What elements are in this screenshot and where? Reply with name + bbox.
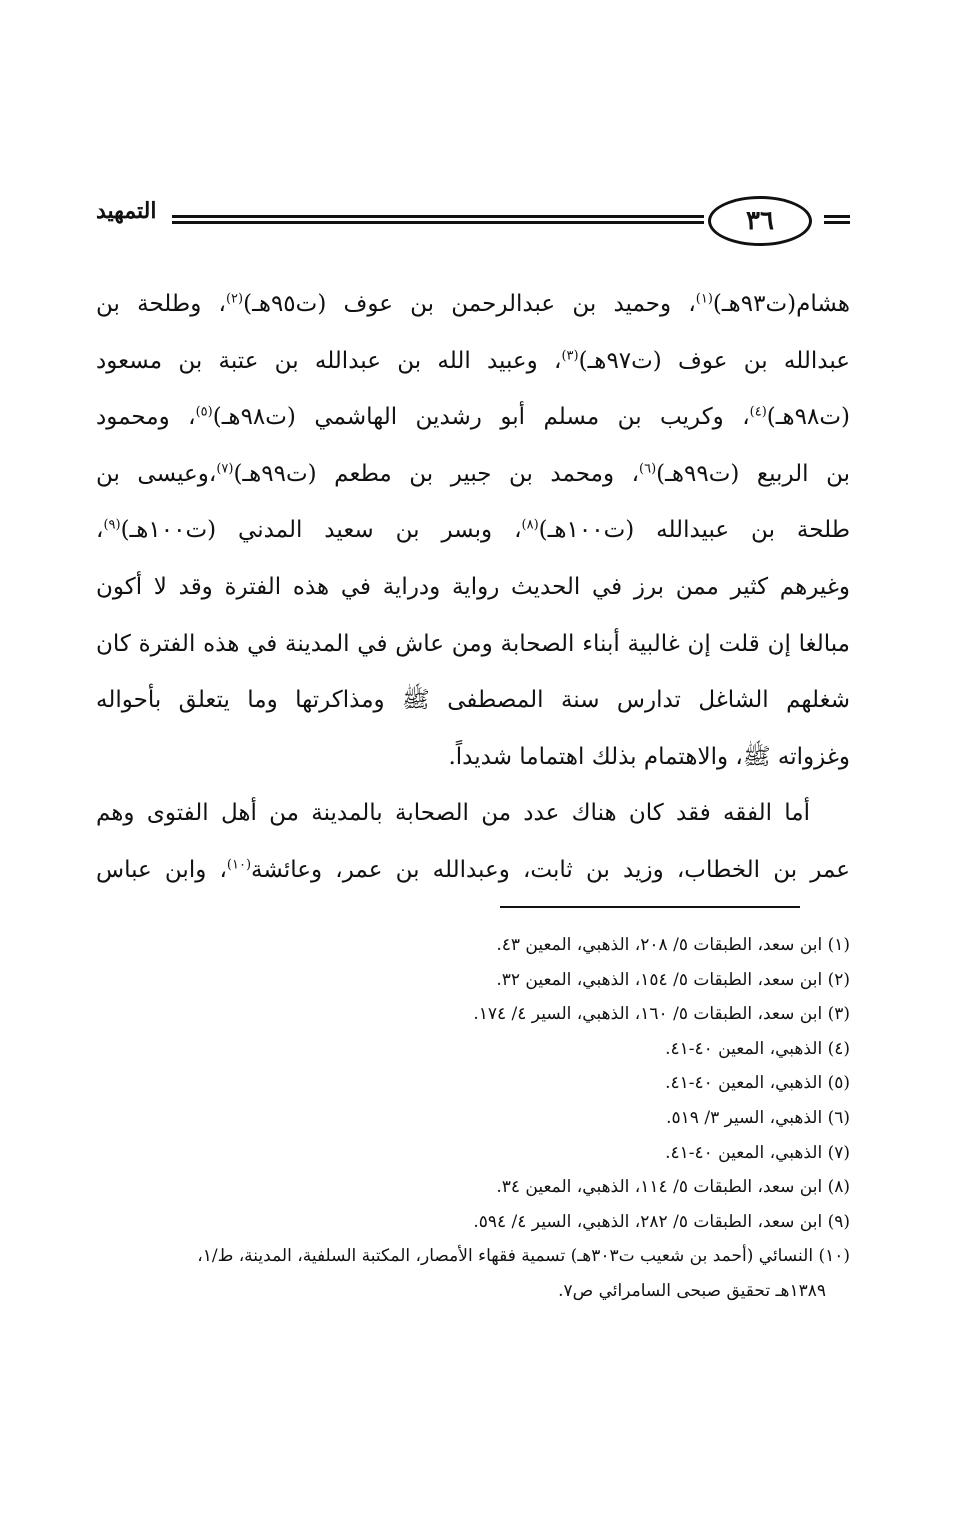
header-double-rule-left	[172, 215, 704, 224]
footnote-2: (٢) ابن سعد، الطبقات ٥/ ١٥٤، الذهبي، المعين ٣٢.	[496, 969, 850, 990]
body-line-9: وغزواته ﷺ، والاهتمام بذلك اهتماما شديداً.	[448, 743, 850, 770]
footnote-3: (٣) ابن سعد، الطبقات ٥/ ١٦٠، الذهبي، السير ٤/ ١٧٤.	[473, 1004, 850, 1025]
body-line-7: مبالغا إن قلت إن غالبية أبناء الصحابة ومن عاش في المدينة في هذه الفترة كان	[96, 630, 850, 657]
body-line-3: (ت٩٨هـ)$^{(٤)}$، وكريب بن مسلم أبو رشدين الهاشمي (ت٩٨هـ)$^{(٥)}$، ومحمود	[96, 404, 850, 431]
footnote-9: (٩) ابن سعد، الطبقات ٥/ ٢٨٢، الذهبي، السير ٤/ ٥٩٤.	[473, 1211, 850, 1232]
page-number: ٣٦	[708, 196, 812, 246]
body-line-4: بن الربيع (ت٩٩هـ)$^{(٦)}$، ومحمد بن جبير بن مطعم (ت٩٩هـ)$^{(٧)}$،وعيسى بن	[96, 460, 850, 487]
footnote-separator	[500, 906, 800, 908]
body-line-10: أما الفقه فقد كان هناك عدد من الصحابة بالمدينة من أهل الفتوى وهم	[96, 800, 810, 827]
footnote-6: (٦) الذهبي، السير ٣/ ٥١٩.	[666, 1107, 850, 1128]
body-line-8: شغلهم الشاغل تدارس سنة المصطفى ﷺ ومذاكرتها وما يتعلق بأحواله	[96, 687, 850, 714]
footnotes	[86, 928, 850, 1309]
body-line-2: عبدالله بن عوف (ت٩٧هـ)$^{(٣)}$، وعبيد الله بن عبدالله بن عتبة بن مسعود	[96, 347, 850, 374]
footnote-1: (١) ابن سعد، الطبقات ٥/ ٢٠٨، الذهبي، المعين ٤٣.	[496, 935, 850, 955]
body-line-11: عمر بن الخطاب، وزيد بن ثابت، وعبدالله بن عمر، وعائشة$^{(١٠)}$، وابن عباس	[96, 856, 850, 883]
footnote-7: (٧) الذهبي، المعين ٤٠-٤١.	[665, 1142, 850, 1163]
footnote-10-continued: ١٣٨٩هـ تحقيق صبحى السامرائي ص٧.	[558, 1280, 826, 1301]
body-line-5: طلحة بن عبيدالله (ت١٠٠هـ)$^{(٨)}$، وبسر بن سعيد المدني (ت١٠٠هـ)$^{(٩)}$،	[96, 517, 850, 544]
footnote-10: (١٠) النسائي (أحمد بن شعيب ت٣٠٣هـ) تسمية فقهاء الأمصار، المكتبة السلفية، المدينة، ط/١،	[197, 1246, 850, 1267]
running-head: التمهيد	[96, 198, 157, 224]
body-text	[96, 276, 850, 899]
page-header	[96, 192, 850, 254]
footnote-5: (٥) الذهبي، المعين ٤٠-٤١.	[665, 1073, 850, 1094]
body-line-1: هشام(ت٩٣هـ)$^{(١)}$، وحميد بن عبدالرحمن بن عوف (ت٩٥هـ)$^{(٢)}$، وطلحة بن	[96, 291, 850, 317]
footnote-4: (٤) الذهبي، المعين ٤٠-٤١.	[665, 1038, 850, 1059]
header-double-rule-right	[824, 215, 850, 224]
body-line-6: وغيرهم كثير ممن برز في الحديث رواية ودراية في هذه الفترة وقد لا أكون	[96, 573, 850, 600]
footnote-8: (٨) ابن سعد، الطبقات ٥/ ١١٤، الذهبي، المعين ٣٤.	[496, 1177, 850, 1198]
